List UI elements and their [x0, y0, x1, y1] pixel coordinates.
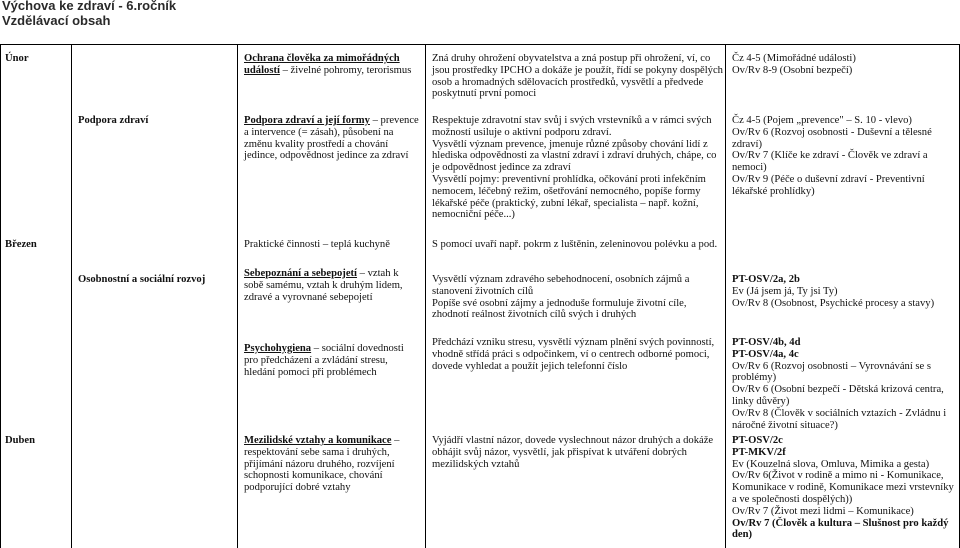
outcomes-cell	[432, 337, 724, 372]
outcome-text: Popíše své osobní zájmy a jednoduše formuluje životní cíle, zhodnotí reálnost životních cílů svých i druhých	[432, 297, 687, 321]
topic-heading: Mezilidské vztahy a komunikace	[244, 435, 392, 446]
outcome-text: S pomocí uvaří např. pokrm z luštěnin, zeleninovou polévku a pod.	[432, 239, 718, 250]
relation-text: Čz 4-5 (Pojem „prevence" – S. 10 - vlevo)	[732, 115, 912, 126]
relations-cell	[732, 274, 956, 309]
outcome-text: Vyjádří vlastní názor, dovede vyslechnout názor druhých a dokáže obhájit svůj názor, vysvětlí, jak přispívat k utváření dobrých mezilidských vztahů	[432, 435, 714, 470]
month-label: Duben	[5, 435, 36, 446]
relation-text: Ov/Rv 8 (Osobnost, Psychické procesy a stavy)	[732, 297, 935, 309]
month-label: Únor	[5, 53, 29, 64]
topic-cell	[244, 115, 420, 162]
topic-heading: Ochrana člověka za mimořádných událostí	[244, 53, 400, 76]
relation-text: PT-OSV/4b, 4d	[732, 337, 801, 348]
topic-heading: Psychohygiena	[244, 343, 312, 354]
relation-text: Ov/Rv 6(Život v rodině a mimo ni - Komunikace, Komunikace v rodině, Komunikace mezi vrstevníky a ve společnosti dospělých))	[732, 470, 954, 505]
column-divider	[71, 44, 72, 548]
topic-heading: Podpora zdraví a její formy	[244, 115, 370, 126]
topic-text: – prevence a intervence (= zásah), působení na změnu kvality prostředí a chování jedince, odpovědnost jedince za zdraví	[244, 115, 419, 162]
relation-text: Ev (Já jsem já, Ty jsi Ty)	[732, 285, 838, 297]
outcome-text: Vysvětlí význam zdravého sebehodnocení, osobních zájmů a stanovení životních cílů	[432, 274, 690, 297]
relations-cell	[732, 337, 956, 431]
topic-text: – sociální dovednosti pro předcházení a zvládání stresu, hledání pomoci při problémech	[244, 343, 404, 378]
topic-text: Praktické činnosti – teplá kuchyně	[244, 239, 390, 250]
outcome-text: Vysvětlí pojmy: preventivní prohlídka, očkování proti infekčním nemocem, léčebný režim, ošetřování nemocného, popíše formy lékařské péče (praktický, zubní lékař, specialista – např. kožní, nemocniční péče...)	[432, 173, 706, 221]
table-left-border	[0, 44, 1, 548]
relation-text: Čz 4-5 (Mimořádné události)	[732, 53, 856, 64]
area-label: Podpora zdraví	[78, 115, 149, 126]
relation-text: PT-OSV/4a, 4c	[732, 348, 799, 360]
relation-text: Ov/Rv 8 (Člověk v sociálních vztazích - Zvládnu i náročné životní situace?)	[732, 407, 947, 431]
topic-cell	[244, 343, 420, 378]
relation-text: PT-OSV/2a, 2b	[732, 274, 800, 285]
topic-cell	[244, 53, 420, 77]
relation-text: Ov/Rv 7 (Život mezi lidmi – Komunikace)	[732, 505, 914, 517]
outcomes-cell	[432, 274, 724, 321]
outcome-text: Předchází vzniku stresu, vysvětlí význam plnění svých povinností, vhodně střídá práci s odpočinkem, ví o centrech odborné pomoci, dovede vyhledat a použít jejich telefonní číslo	[432, 337, 715, 372]
outcomes-cell	[432, 115, 724, 221]
topic-cell	[244, 239, 420, 251]
outcome-text: Vysvětlí význam prevence, jmenuje různé způsoby chování lidí z hlediska odpovědnosti za vlastní zdraví i zdraví druhých, chápe, co je odpovědnost jedince za zdraví	[432, 138, 717, 174]
outcomes-cell	[432, 239, 724, 251]
outcome-text: Zná druhy ohrožení obyvatelstva a zná postup při ohrožení, ví, co jsou prostředky IPCHO a dokáže je použít, řídí se pokyny dospělých osob a hromadných sdělovacích prostředků, vysvětlí a předvede poskytnutí první pomoci	[432, 53, 723, 100]
relation-text: Ov/Rv 7 (Klíče ke zdraví - Člověk ve zdraví a nemoci)	[732, 150, 928, 174]
topic-text: – živelné pohromy, terorismus	[279, 64, 412, 76]
outcomes-cell	[432, 435, 724, 470]
relations-cell	[732, 435, 956, 541]
table-top-border	[0, 44, 960, 45]
relation-text: PT-OSV/2c	[732, 435, 783, 446]
relation-text: Ev (Kouzelná slova, Omluva, Mimika a gesta)	[732, 458, 930, 470]
relation-text: Ov/Rv 7 (Člověk a kultura – Slušnost pro každý den)	[732, 517, 949, 541]
topic-cell	[244, 435, 420, 494]
relation-text: Ov/Rv 9 (Péče o duševní zdraví - Preventivní lékařské prohlídky)	[732, 173, 925, 197]
area-label: Osobnostní a sociální rozvoj	[78, 274, 206, 285]
month-label: Březen	[5, 239, 37, 250]
relations-cell	[732, 115, 956, 198]
column-divider	[237, 44, 238, 548]
page-subtitle: Vzdělávací obsah	[2, 13, 111, 28]
topic-text: – respektování sebe sama i druhých, přijímání názoru druhého, rozvíjení schopnosti komunikace, chování podporující dobré vztahy	[244, 435, 400, 494]
relations-cell	[732, 53, 956, 77]
outcome-text: Respektuje zdravotní stav svůj i svých vrstevníků a v rámci svých možností usiluje o aktivní podporu zdraví.	[432, 115, 712, 138]
page-title: Výchova ke zdraví - 6.ročník	[2, 0, 177, 13]
topic-text: – vztah k sobě samému, vztah k druhým lidem, zdravé a vyrovnané sebepojetí	[244, 268, 403, 303]
topic-cell	[244, 268, 420, 303]
outcomes-cell	[432, 53, 724, 100]
relation-text: Ov/Rv 8-9 (Osobní bezpečí)	[732, 64, 853, 76]
column-divider	[725, 44, 726, 548]
relation-text: Ov/Rv 6 (Rozvoj osobnosti - Duševní a tělesné zdraví)	[732, 126, 932, 150]
column-divider	[425, 44, 426, 548]
relation-text: PT-MKV/2f	[732, 446, 786, 458]
relation-text: Ov/Rv 6 (Rozvoj osobnosti – Vyrovnávání se s problémy)	[732, 360, 932, 384]
topic-heading: Sebepoznání a sebepojetí	[244, 268, 358, 279]
relation-text: Ov/Rv 6 (Osobní bezpečí - Dětská krizová centra, linky důvěry)	[732, 384, 944, 407]
